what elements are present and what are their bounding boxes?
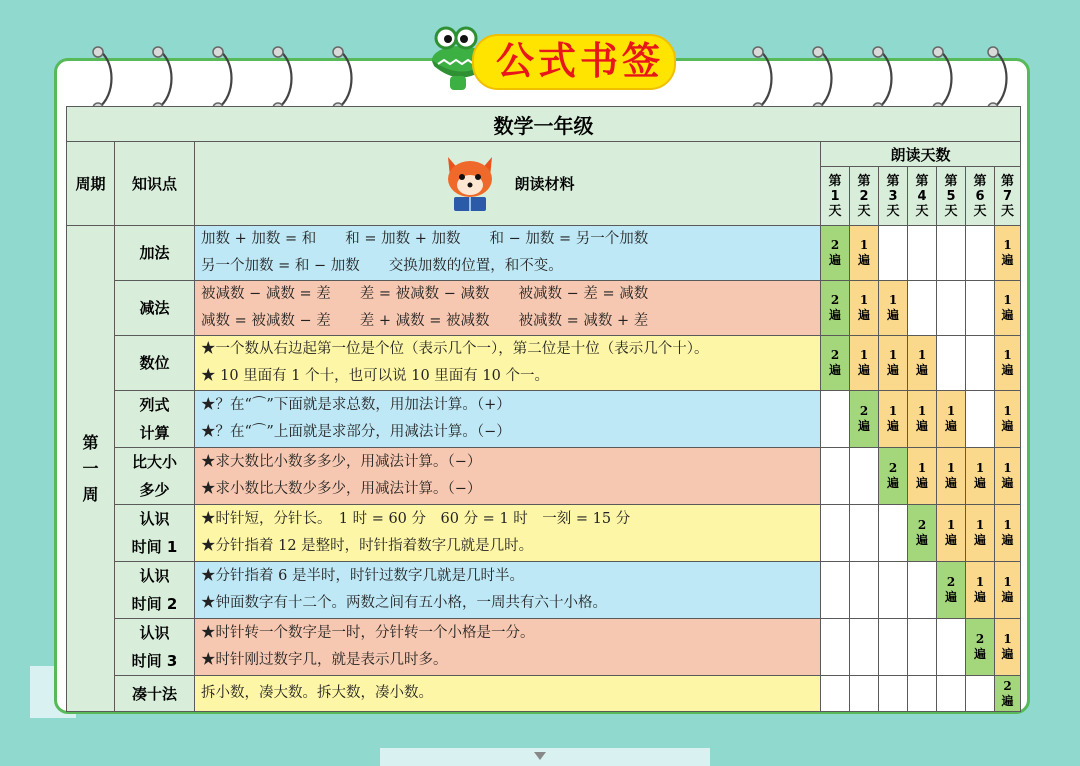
day-cell bbox=[995, 676, 1021, 712]
topic-cell bbox=[115, 226, 195, 281]
day-cell bbox=[937, 226, 966, 281]
day-cell bbox=[995, 391, 1021, 448]
header-days: 朗读天数 bbox=[821, 142, 1021, 167]
material-cell bbox=[195, 505, 821, 562]
day-cell bbox=[821, 336, 850, 391]
day-cell bbox=[995, 336, 1021, 391]
topic-label: 数位 bbox=[139, 354, 170, 372]
day-cell bbox=[879, 619, 908, 676]
material-cell bbox=[195, 281, 821, 336]
table-row bbox=[67, 226, 1021, 281]
day-unit: 遍 bbox=[915, 363, 928, 377]
day-unit: 遍 bbox=[915, 476, 928, 490]
topic-label: 时间 1 bbox=[131, 538, 178, 556]
day-cell bbox=[995, 448, 1021, 505]
material-label: 朗读材料 bbox=[514, 175, 575, 193]
day-cell bbox=[908, 505, 937, 562]
day-cell bbox=[821, 391, 850, 448]
day-count: 2 bbox=[830, 293, 840, 307]
day-unit: 遍 bbox=[857, 363, 870, 377]
topic-label: 凑十法 bbox=[131, 684, 177, 703]
day-cell bbox=[966, 226, 995, 281]
day-cell bbox=[995, 619, 1021, 676]
day-header bbox=[879, 167, 908, 226]
day-unit: 遍 bbox=[1001, 590, 1014, 604]
day-unit: 遍 bbox=[915, 533, 928, 547]
table-row bbox=[67, 619, 1021, 676]
day-cell bbox=[879, 281, 908, 336]
day-header-part: 第 bbox=[886, 173, 900, 189]
day-cell bbox=[995, 226, 1021, 281]
day-header-part: 第 bbox=[828, 173, 842, 189]
day-count: 2 bbox=[830, 348, 840, 362]
formula-table bbox=[66, 106, 1021, 712]
header-period: 周期 bbox=[67, 142, 115, 226]
material-line: ★时针短，分针长。 1 时 = 60 分 60 分 = 1 时 一刻 = 15 分 bbox=[201, 511, 631, 527]
day-unit: 遍 bbox=[828, 363, 841, 377]
day-unit: 遍 bbox=[944, 419, 957, 433]
day-unit: 遍 bbox=[944, 590, 957, 604]
day-count: 1 bbox=[1003, 575, 1012, 589]
table-row bbox=[67, 336, 1021, 391]
day-unit: 遍 bbox=[857, 253, 870, 267]
topic-label: 认识 bbox=[139, 510, 170, 528]
topic-cell bbox=[115, 281, 195, 336]
day-unit: 遍 bbox=[1001, 533, 1014, 547]
day-cell bbox=[850, 226, 879, 281]
day-header-part: 第 bbox=[915, 173, 929, 189]
day-cell bbox=[937, 619, 966, 676]
day-cell bbox=[995, 562, 1021, 619]
material-line: 拆小数，凑大数。拆大数，凑小数。 bbox=[201, 685, 433, 701]
day-header-part: 第 bbox=[1001, 173, 1015, 189]
day-count: 2 bbox=[888, 461, 898, 475]
day-cell bbox=[908, 676, 937, 712]
day-count: 1 bbox=[859, 348, 869, 362]
table-row bbox=[67, 562, 1021, 619]
table-row bbox=[67, 676, 1021, 712]
day-unit: 遍 bbox=[1001, 253, 1014, 267]
topic-label: 加法 bbox=[139, 244, 170, 262]
day-unit: 遍 bbox=[973, 647, 986, 661]
topic-label: 多少 bbox=[139, 481, 170, 499]
day-cell bbox=[937, 676, 966, 712]
day-cell bbox=[937, 562, 966, 619]
day-cell bbox=[850, 619, 879, 676]
material-line: ★分针指着 12 是整时，时针指着数字几就是几时。 bbox=[201, 538, 534, 554]
scroll-down-arrow-icon[interactable] bbox=[534, 752, 546, 760]
material-line: ★一个数从右边起第一位是个位（表示几个一），第二位是十位（表示几个十）。 bbox=[201, 341, 709, 357]
material-cell bbox=[195, 619, 821, 676]
day-cell bbox=[966, 562, 995, 619]
day-count: 2 bbox=[946, 575, 956, 589]
day-cell bbox=[850, 676, 879, 712]
day-count: 1 bbox=[917, 461, 927, 475]
day-cell bbox=[908, 281, 937, 336]
day-cell bbox=[937, 391, 966, 448]
topic-cell bbox=[115, 336, 195, 391]
day-count: 2 bbox=[917, 518, 927, 532]
day-cell bbox=[821, 562, 850, 619]
day-unit: 遍 bbox=[886, 363, 899, 377]
day-count: 1 bbox=[1003, 518, 1012, 532]
day-count: 1 bbox=[1003, 461, 1012, 475]
day-cell bbox=[850, 281, 879, 336]
day-cell bbox=[966, 448, 995, 505]
day-cell bbox=[821, 505, 850, 562]
day-cell bbox=[937, 448, 966, 505]
day-header-part: 2 bbox=[859, 188, 869, 204]
day-unit: 遍 bbox=[828, 253, 841, 267]
day-count: 1 bbox=[859, 238, 869, 252]
day-cell bbox=[966, 336, 995, 391]
day-unit: 遍 bbox=[857, 419, 870, 433]
day-header-part: 天 bbox=[857, 203, 871, 219]
material-line: 另一个加数 = 和 − 加数 交换加数的位置，和不变。 bbox=[201, 258, 563, 274]
day-header-part: 天 bbox=[886, 203, 900, 219]
day-cell bbox=[879, 226, 908, 281]
day-header-part: 天 bbox=[1001, 203, 1015, 219]
day-cell bbox=[879, 562, 908, 619]
banner bbox=[420, 22, 680, 92]
day-cell bbox=[908, 226, 937, 281]
day-cell bbox=[850, 505, 879, 562]
header-topic: 知识点 bbox=[115, 142, 195, 226]
day-unit: 遍 bbox=[1001, 419, 1014, 433]
day-cell bbox=[850, 562, 879, 619]
day-header-part: 3 bbox=[888, 188, 898, 204]
day-unit: 遍 bbox=[1001, 363, 1014, 377]
fox-reading-icon bbox=[440, 151, 500, 217]
material-cell bbox=[195, 676, 821, 712]
topic-cell bbox=[115, 448, 195, 505]
topic-cell bbox=[115, 619, 195, 676]
material-line: ★钟面数字有十二个。两数之间有五小格，一周共有六十小格。 bbox=[201, 595, 607, 611]
material-line: 加数 + 加数 = 和 和 = 加数 + 加数 和 − 加数 = 另一个加数 bbox=[201, 231, 649, 247]
topic-label: 列式 bbox=[139, 396, 170, 414]
day-count: 1 bbox=[917, 348, 927, 362]
day-header bbox=[995, 167, 1021, 226]
topic-label: 比大小 bbox=[131, 453, 177, 471]
day-count: 1 bbox=[888, 348, 898, 362]
day-unit: 遍 bbox=[1001, 476, 1014, 490]
day-count: 1 bbox=[1003, 238, 1012, 252]
day-cell bbox=[937, 505, 966, 562]
day-count: 2 bbox=[830, 238, 840, 252]
day-cell bbox=[821, 448, 850, 505]
day-count: 1 bbox=[946, 404, 956, 418]
day-count: 1 bbox=[975, 518, 985, 532]
day-count: 1 bbox=[975, 461, 985, 475]
topic-label: 时间 2 bbox=[131, 595, 178, 613]
day-header-part: 4 bbox=[917, 188, 927, 204]
day-cell bbox=[879, 676, 908, 712]
day-header-part: 天 bbox=[915, 203, 929, 219]
day-count: 1 bbox=[1003, 404, 1012, 418]
day-cell bbox=[966, 281, 995, 336]
day-cell bbox=[879, 391, 908, 448]
day-cell bbox=[821, 676, 850, 712]
day-count: 1 bbox=[975, 575, 985, 589]
day-header-part: 5 bbox=[946, 188, 956, 204]
day-cell bbox=[879, 505, 908, 562]
topic-cell bbox=[115, 562, 195, 619]
day-count: 2 bbox=[859, 404, 869, 418]
day-header-part: 7 bbox=[1003, 188, 1013, 204]
day-cell bbox=[879, 336, 908, 391]
day-unit: 遍 bbox=[857, 308, 870, 322]
day-header-part: 第 bbox=[857, 173, 871, 189]
day-unit: 遍 bbox=[886, 476, 899, 490]
day-cell bbox=[995, 505, 1021, 562]
day-cell bbox=[937, 336, 966, 391]
material-cell bbox=[195, 391, 821, 448]
day-count: 1 bbox=[1003, 632, 1012, 646]
topic-cell bbox=[115, 505, 195, 562]
material-cell bbox=[195, 226, 821, 281]
material-line: ★求小数比大数少多少，用减法计算。（−） bbox=[201, 481, 482, 497]
day-cell bbox=[850, 448, 879, 505]
material-line: ★时针转一个数字是一时，分针转一个小格是一分。 bbox=[201, 625, 535, 641]
day-header-part: 6 bbox=[975, 188, 985, 204]
day-cell bbox=[966, 676, 995, 712]
day-unit: 遍 bbox=[886, 419, 899, 433]
day-unit: 遍 bbox=[886, 308, 899, 322]
day-unit: 遍 bbox=[944, 533, 957, 547]
day-count: 2 bbox=[975, 632, 985, 646]
day-cell bbox=[821, 619, 850, 676]
material-cell bbox=[195, 336, 821, 391]
topic-label: 减法 bbox=[139, 299, 170, 317]
day-cell bbox=[908, 391, 937, 448]
table-row bbox=[67, 391, 1021, 448]
day-header bbox=[821, 167, 850, 226]
day-cell bbox=[850, 336, 879, 391]
material-line: ★求大数比小数多多少，用减法计算。（−） bbox=[201, 454, 482, 470]
header-material bbox=[195, 142, 821, 226]
material-cell bbox=[195, 448, 821, 505]
day-count: 1 bbox=[946, 518, 956, 532]
day-header-part: 天 bbox=[944, 203, 958, 219]
day-header-part: 第 bbox=[973, 173, 987, 189]
topic-cell bbox=[115, 391, 195, 448]
period-label-part: 周 bbox=[82, 484, 99, 504]
day-cell bbox=[850, 391, 879, 448]
day-cell bbox=[908, 336, 937, 391]
day-cell bbox=[879, 448, 908, 505]
banner-title: 公式书签 bbox=[495, 38, 664, 83]
material-cell bbox=[195, 562, 821, 619]
period-cell bbox=[67, 226, 115, 712]
day-unit: 遍 bbox=[1001, 693, 1014, 708]
day-count: 1 bbox=[1003, 348, 1012, 362]
material-line: ★ 10 里面有 1 个十，也可以说 10 里面有 10 个一。 bbox=[201, 368, 549, 384]
day-cell bbox=[908, 448, 937, 505]
day-header bbox=[966, 167, 995, 226]
day-cell bbox=[995, 281, 1021, 336]
material-line: ★？在“⌒”上面就是求部分，用减法计算。（−） bbox=[201, 424, 511, 440]
day-header bbox=[850, 167, 879, 226]
topic-label: 计算 bbox=[139, 424, 170, 442]
topic-label: 时间 3 bbox=[131, 652, 178, 670]
topic-label: 认识 bbox=[139, 567, 170, 585]
day-unit: 遍 bbox=[973, 476, 986, 490]
material-line: ★分针指着 6 是半时，时针过数字几就是几时半。 bbox=[201, 568, 524, 584]
table-row bbox=[67, 281, 1021, 336]
day-unit: 遍 bbox=[828, 308, 841, 322]
day-unit: 遍 bbox=[944, 476, 957, 490]
day-unit: 遍 bbox=[915, 419, 928, 433]
day-cell bbox=[908, 619, 937, 676]
day-unit: 遍 bbox=[1001, 647, 1014, 661]
day-header bbox=[937, 167, 966, 226]
grade-title: 数学一年级 bbox=[67, 107, 1021, 142]
day-count: 1 bbox=[946, 461, 956, 475]
day-cell bbox=[908, 562, 937, 619]
topic-label: 认识 bbox=[139, 624, 170, 642]
table-row bbox=[67, 505, 1021, 562]
day-unit: 遍 bbox=[973, 590, 986, 604]
period-label-part: 第 bbox=[82, 432, 99, 452]
period-label-part: 一 bbox=[82, 458, 99, 478]
day-count: 1 bbox=[917, 404, 927, 418]
day-unit: 遍 bbox=[1001, 308, 1014, 322]
material-line: ★时针刚过数字几，就是表示几时多。 bbox=[201, 652, 448, 668]
material-line: 减数 = 被减数 − 差 差 + 减数 = 被减数 被减数 = 减数 + 差 bbox=[201, 313, 649, 329]
material-line: 被减数 − 减数 = 差 差 = 被减数 − 减数 被减数 − 差 = 减数 bbox=[201, 286, 649, 302]
day-count: 2 bbox=[1003, 678, 1012, 693]
day-count: 1 bbox=[859, 293, 869, 307]
day-header-part: 第 bbox=[944, 173, 958, 189]
day-unit: 遍 bbox=[973, 533, 986, 547]
table-row bbox=[67, 448, 1021, 505]
day-cell bbox=[966, 391, 995, 448]
day-cell bbox=[966, 619, 995, 676]
day-header-part: 天 bbox=[828, 203, 842, 219]
day-count: 1 bbox=[888, 404, 898, 418]
day-header-part: 1 bbox=[830, 188, 840, 204]
day-cell bbox=[966, 505, 995, 562]
day-count: 1 bbox=[1003, 293, 1012, 307]
day-cell bbox=[821, 281, 850, 336]
day-header-part: 天 bbox=[973, 203, 987, 219]
topic-cell bbox=[115, 676, 195, 712]
day-cell bbox=[937, 281, 966, 336]
day-header bbox=[908, 167, 937, 226]
day-count: 1 bbox=[888, 293, 898, 307]
day-cell bbox=[821, 226, 850, 281]
material-line: ★？在“⌒”下面就是求总数，用加法计算。（+） bbox=[201, 397, 511, 413]
